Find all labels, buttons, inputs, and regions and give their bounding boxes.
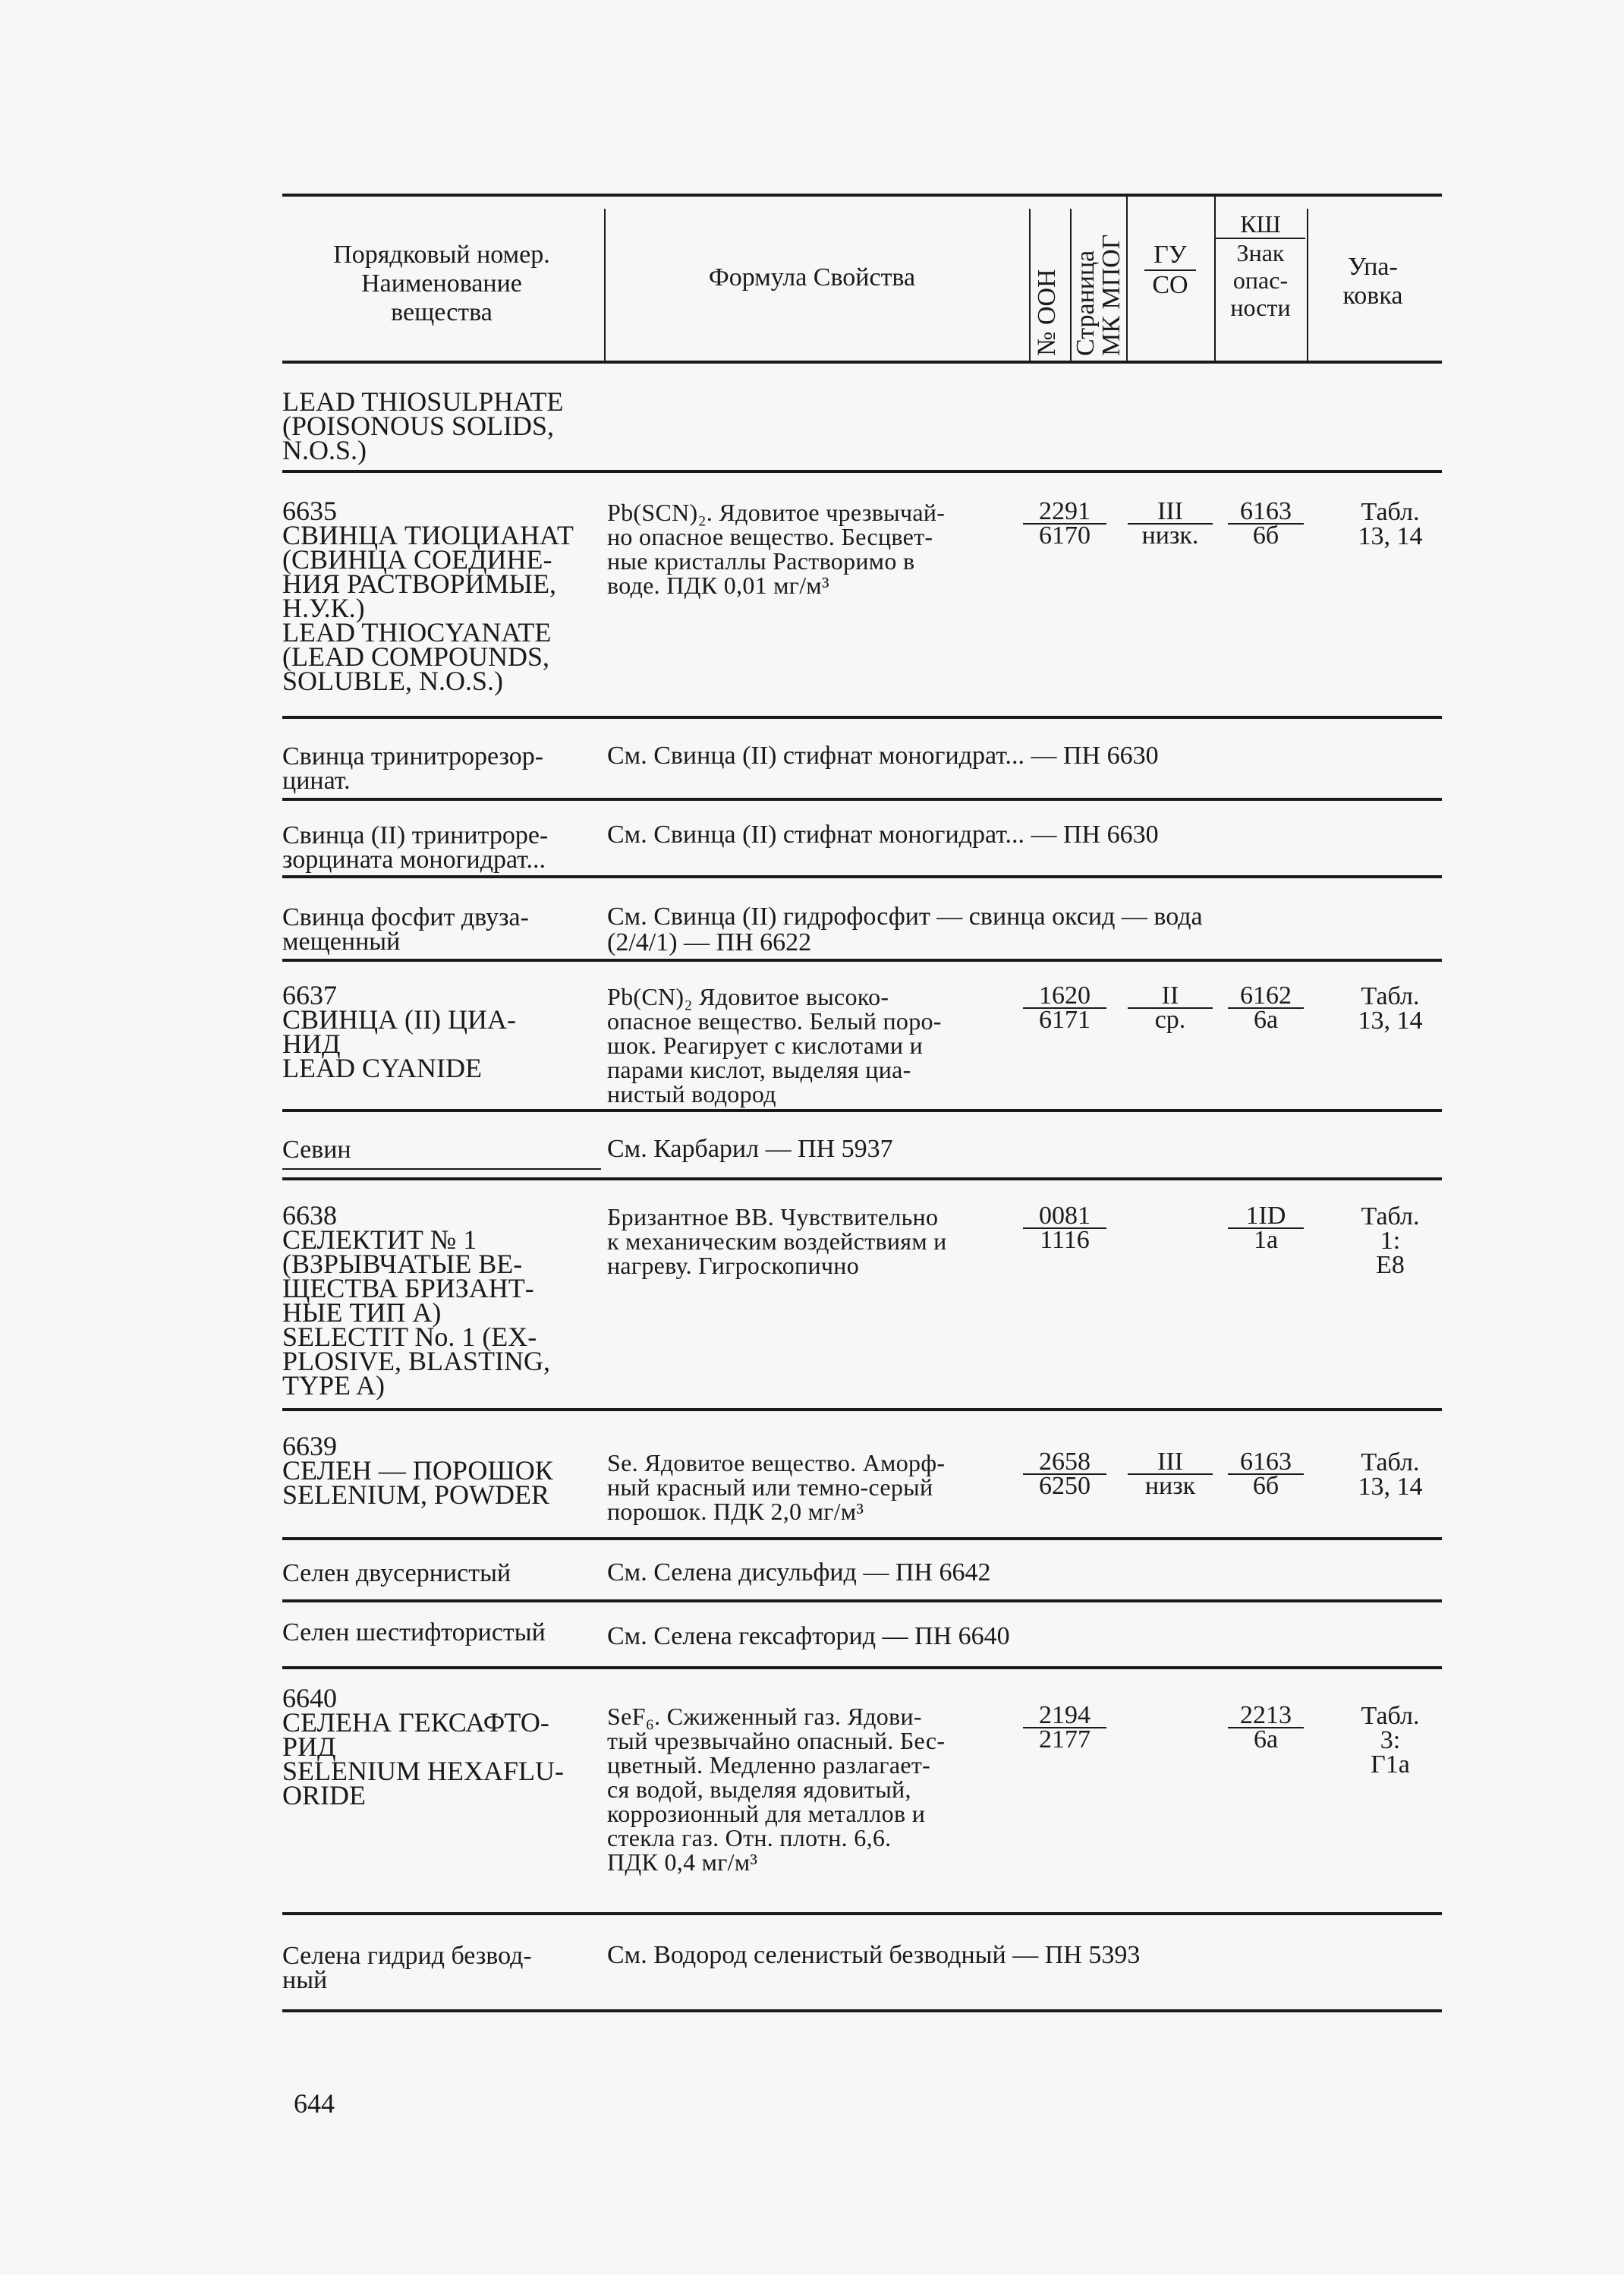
header-divider [604, 209, 606, 361]
xref-name-line: Севин [282, 1136, 351, 1164]
entry-name-line: (СВИНЦА СОЕДИНЕ- [282, 544, 552, 575]
un-top: 2658 [1039, 1448, 1091, 1476]
kshi-bottom: 1а [1228, 1227, 1304, 1252]
pack-line: Табл. [1361, 1448, 1420, 1476]
entry-name-line: SOLUBLE, N.O.S.) [282, 666, 504, 696]
pack-line: Табл. [1361, 498, 1420, 526]
row-rule [282, 1912, 1442, 1915]
header-col-page [1073, 235, 1125, 356]
entry-name-line: LEAD CYANIDE [282, 1053, 482, 1083]
entry-desc-line: стекла газ. Отн. плотн. 6,6. [607, 1824, 892, 1851]
pack-line: E8 [1376, 1251, 1405, 1279]
header-col-name-line: Порядковый номер. [333, 241, 550, 269]
entry-name-line: SELENIUM, POWDER [282, 1479, 549, 1510]
xref-name [282, 1944, 601, 1993]
pack-line: Табл. [1361, 982, 1420, 1010]
xref-name-line: Свинца (II) тринитроре- [282, 821, 549, 849]
header-pack-line: ковка [1342, 282, 1403, 310]
entry-name [282, 1683, 601, 1810]
entry-kshi [1228, 1448, 1304, 1500]
un-top: 1620 [1039, 982, 1091, 1010]
xref-name-line: Селен двусернистый [282, 1559, 511, 1587]
entry-pack [1337, 982, 1443, 1035]
un-bottom: 6250 [1023, 1473, 1106, 1498]
entry-desc-line: воде. ПДК 0,01 мг/м³ [607, 572, 829, 599]
row-rule [282, 1177, 1442, 1180]
row-rule [282, 798, 1442, 801]
pack-line: 1: [1380, 1227, 1401, 1255]
entry-un-number [1023, 1448, 1106, 1500]
entry-desc-line: цветный. Медленно разлагает- [607, 1751, 931, 1779]
entry-name [282, 496, 601, 696]
entry-name [282, 386, 601, 465]
gu-top: III [1157, 497, 1183, 525]
kshi-bottom: 6а [1228, 1007, 1304, 1032]
entry-name-line: НЫЕ ТИП А) [282, 1297, 442, 1328]
entry-number: 6639 [282, 1431, 337, 1461]
header-col-name [282, 241, 601, 327]
entry-name-line: СВИНЦА ТИОЦИАНАТ [282, 520, 574, 550]
entry-gu [1128, 982, 1213, 1034]
xref-text-continued: (2/4/1) — ПН 6622 [607, 928, 812, 956]
entry-desc-line: опасное вещество. Белый поро- [607, 1007, 942, 1035]
xref-text: См. Селена гексафторид — ПН 6640 [607, 1622, 1010, 1650]
entry-name-line: РИД [282, 1731, 336, 1762]
entry-name-line: N.O.S.) [282, 435, 367, 465]
xref-name-line: зорцината моногидрат... [282, 846, 546, 874]
entry-name-line: НИЯ РАСТВОРИМЫЕ, [282, 569, 557, 599]
pack-line: 13, 14 [1358, 1007, 1423, 1035]
xref-name-line: Селен шестифтористый [282, 1618, 546, 1646]
entry-pack [1337, 1448, 1443, 1501]
header-gu-top: ГУ [1153, 241, 1187, 269]
entry-pack [1337, 1202, 1443, 1279]
entry-desc-line: парами кислот, выделяя циа- [607, 1056, 911, 1083]
pack-line: Г1а [1371, 1750, 1410, 1779]
xref-name [282, 1138, 601, 1162]
header-divider [1029, 209, 1031, 361]
header-col-gu [1128, 241, 1213, 300]
header-col-name-line: вещества [391, 298, 493, 326]
kshi-bottom: 6б [1228, 1473, 1304, 1498]
page-number: 644 [294, 2088, 335, 2119]
entry-name-line: ЩЕСТВА БРИЗАНТ- [282, 1273, 534, 1303]
header-col-un: № ООН [1033, 269, 1061, 356]
entry-name-line: ORIDE [282, 1780, 366, 1810]
entry-kshi [1228, 497, 1304, 550]
entry-kshi [1228, 1202, 1304, 1254]
entry-desc-line: но опасное вещество. Бесцвет- [607, 523, 933, 550]
xref-text: См. Водород селенистый безводный — ПН 5393 [607, 1941, 1141, 1969]
xref-name-line: цинат. [282, 767, 351, 795]
entry-name-line: СЕЛЕКТИТ № 1 [282, 1224, 477, 1255]
row-rule [282, 1537, 1442, 1540]
xref-name [282, 1561, 601, 1586]
un-top: 2291 [1039, 497, 1091, 525]
gu-top: II [1161, 982, 1179, 1010]
entry-desc-line: коррозионный для металлов и [607, 1800, 926, 1827]
entry-desc-line: Pb(SCN)₂. Ядовитое чрезвычай- [607, 499, 946, 526]
row-rule [282, 1599, 1442, 1602]
entry-kshi [1228, 1701, 1304, 1754]
header-col-name-line: Наименование [361, 269, 522, 298]
entry-name-line: СЕЛЕН — ПОРОШОК [282, 1455, 553, 1486]
entry-name-line: SELENIUM HEXAFLU- [282, 1756, 564, 1786]
un-bottom: 2177 [1023, 1727, 1106, 1751]
entry-desc-line: нагреву. Гигроскопично [607, 1252, 859, 1279]
entry-name [282, 980, 601, 1083]
row-rule [282, 1408, 1442, 1411]
entry-desc-line: SeF₆. Сжиженный газ. Ядови- [607, 1703, 922, 1730]
row-rule [282, 1666, 1442, 1669]
entry-description [607, 500, 1017, 597]
entry-name-line: TYPE A) [282, 1370, 385, 1401]
xref-name-line: Селена гидрид безвод- [282, 1942, 532, 1970]
entry-description [607, 1451, 1017, 1523]
entry-name [282, 1431, 601, 1510]
pack-line: 13, 14 [1358, 1473, 1423, 1501]
xref-text: См. Карбарил — ПН 5937 [607, 1135, 893, 1163]
entry-name-line: LEAD THIOCYANATE [282, 617, 552, 648]
pack-line: Табл. [1361, 1202, 1420, 1230]
entry-un-number [1023, 497, 1106, 550]
header-col-page-line: МК МПОГ [1097, 234, 1125, 356]
entry-desc-line: порошок. ПДК 2,0 мг/м³ [607, 1498, 864, 1525]
entry-desc-line: ные кристаллы Растворимо в [607, 547, 915, 575]
entry-pack [1337, 1704, 1443, 1777]
entry-number: 6635 [282, 496, 337, 526]
entry-name-line: (ВЗРЫВЧАТЫЕ ВЕ- [282, 1249, 523, 1279]
entry-name-line: СЕЛЕНА ГЕКСАФТО- [282, 1707, 549, 1738]
xref-name-line: Свинца фосфит двуза- [282, 903, 529, 931]
entry-number: 6640 [282, 1683, 337, 1713]
header-bottom-rule [282, 361, 1442, 364]
xref-name-line: Свинца тринитрорезор- [282, 742, 544, 770]
entry-kshi [1228, 982, 1304, 1034]
kshi-bottom: 6б [1228, 523, 1304, 547]
gu-top: III [1157, 1448, 1183, 1476]
row-rule [282, 1109, 1442, 1112]
entry-desc-line: тый чрезвычайно опасный. Бес- [607, 1727, 946, 1754]
entry-desc-line: ный красный или темно-серый [607, 1473, 933, 1501]
gu-bottom: низк [1128, 1473, 1213, 1498]
row-rule [282, 959, 1442, 962]
pack-line: 3: [1380, 1726, 1401, 1754]
un-top: 0081 [1039, 1202, 1091, 1230]
entry-desc-line: шок. Реагирует с кислотами и [607, 1032, 924, 1059]
xref-text: См. Селена дисульфид — ПН 6642 [607, 1558, 991, 1587]
kshi-top: 6163 [1240, 497, 1292, 525]
entry-un-number [1023, 1202, 1106, 1254]
entry-name-line: SELECTIT No. 1 (EX- [282, 1322, 537, 1352]
kshi-bottom: 6а [1228, 1727, 1304, 1751]
gu-bottom: ср. [1128, 1007, 1213, 1032]
xref-name [282, 742, 601, 795]
entry-number: 6638 [282, 1200, 337, 1230]
entry-name-line: НИД [282, 1029, 341, 1059]
xref-text: См. Свинца (II) стифнат моногидрат... — ПН 6630 [607, 821, 1159, 849]
header-kshi-top: КШ [1240, 210, 1281, 238]
un-bottom: 1116 [1023, 1227, 1106, 1252]
un-bottom: 6170 [1023, 523, 1106, 547]
entry-desc-line: ся водой, выделяя ядовитый, [607, 1776, 911, 1803]
entry-desc-line: Se. Ядовитое вещество. Аморф- [607, 1449, 946, 1476]
header-kshi-line: опас- [1232, 266, 1289, 294]
entry-description [607, 1205, 1017, 1278]
header-col-formula: Формула Свойства [708, 263, 916, 291]
header-kshi-line: ности [1230, 294, 1291, 321]
entry-un-number [1023, 1701, 1106, 1754]
entry-desc-line: нистый водород [607, 1080, 776, 1108]
xref-name [282, 821, 601, 874]
kshi-top: 6163 [1240, 1448, 1292, 1476]
entry-desc-line: к механическим воздействиям и [607, 1227, 947, 1255]
entry-desc-line: Pb(CN)₂ Ядовитое высоко- [607, 983, 889, 1010]
kshi-top: 6162 [1240, 982, 1292, 1010]
row-rule [282, 470, 1442, 473]
header-kshi-line: Знак [1216, 238, 1305, 266]
entry-number: 6637 [282, 980, 337, 1010]
entry-description [607, 1704, 1017, 1874]
entry-desc-line: Бризантное ВВ. Чувствительно [607, 1203, 939, 1230]
gu-bottom: низк. [1128, 523, 1213, 547]
header-gu-bottom: СО [1144, 269, 1196, 300]
entry-gu [1128, 497, 1213, 550]
pack-line: 13, 14 [1358, 522, 1423, 550]
kshi-top: 1ID [1245, 1202, 1286, 1230]
entry-name [282, 1200, 601, 1401]
entry-un-number [1023, 982, 1106, 1034]
header-pack-line: Упа- [1348, 253, 1398, 281]
xref-name [282, 903, 601, 956]
xref-text: См. Свинца (II) гидрофосфит — свинца оксид — вода [607, 903, 1203, 931]
un-bottom: 6171 [1023, 1007, 1106, 1032]
entry-name-line: (POISONOUS SOLIDS, [282, 411, 555, 441]
entry-description [607, 985, 1017, 1106]
entry-name-line: LEAD THIOSULPHATE [282, 386, 564, 417]
entry-pack [1337, 500, 1443, 549]
entry-name-line: Н.У.К.) [282, 593, 365, 623]
header-col-pack [1308, 253, 1437, 310]
table-top-rule [282, 194, 1442, 197]
xref-text: См. Свинца (II) стифнат моногидрат... — ПН 6630 [607, 742, 1159, 770]
row-rule [282, 875, 1442, 878]
xref-name-line: мещенный [282, 928, 401, 956]
header-col-kshi [1216, 210, 1305, 321]
entry-desc-line: ПДК 0,4 мг/м³ [607, 1848, 758, 1876]
pack-line: Табл. [1361, 1702, 1420, 1730]
row-rule [282, 716, 1442, 719]
entry-name-line: СВИНЦА (II) ЦИА- [282, 1004, 516, 1035]
kshi-top: 2213 [1240, 1701, 1292, 1729]
header-col-page-line: Страница [1072, 250, 1100, 356]
un-top: 2194 [1039, 1701, 1091, 1729]
entry-name-line: (LEAD COMPOUNDS, [282, 641, 550, 672]
xref-name [282, 1618, 601, 1646]
entry-name-line: PLOSIVE, BLASTING, [282, 1346, 551, 1376]
entry-gu [1128, 1448, 1213, 1500]
name-underline [282, 1168, 601, 1170]
table-bottom-rule [282, 2009, 1442, 2012]
xref-name-line: ный [282, 1966, 328, 1994]
